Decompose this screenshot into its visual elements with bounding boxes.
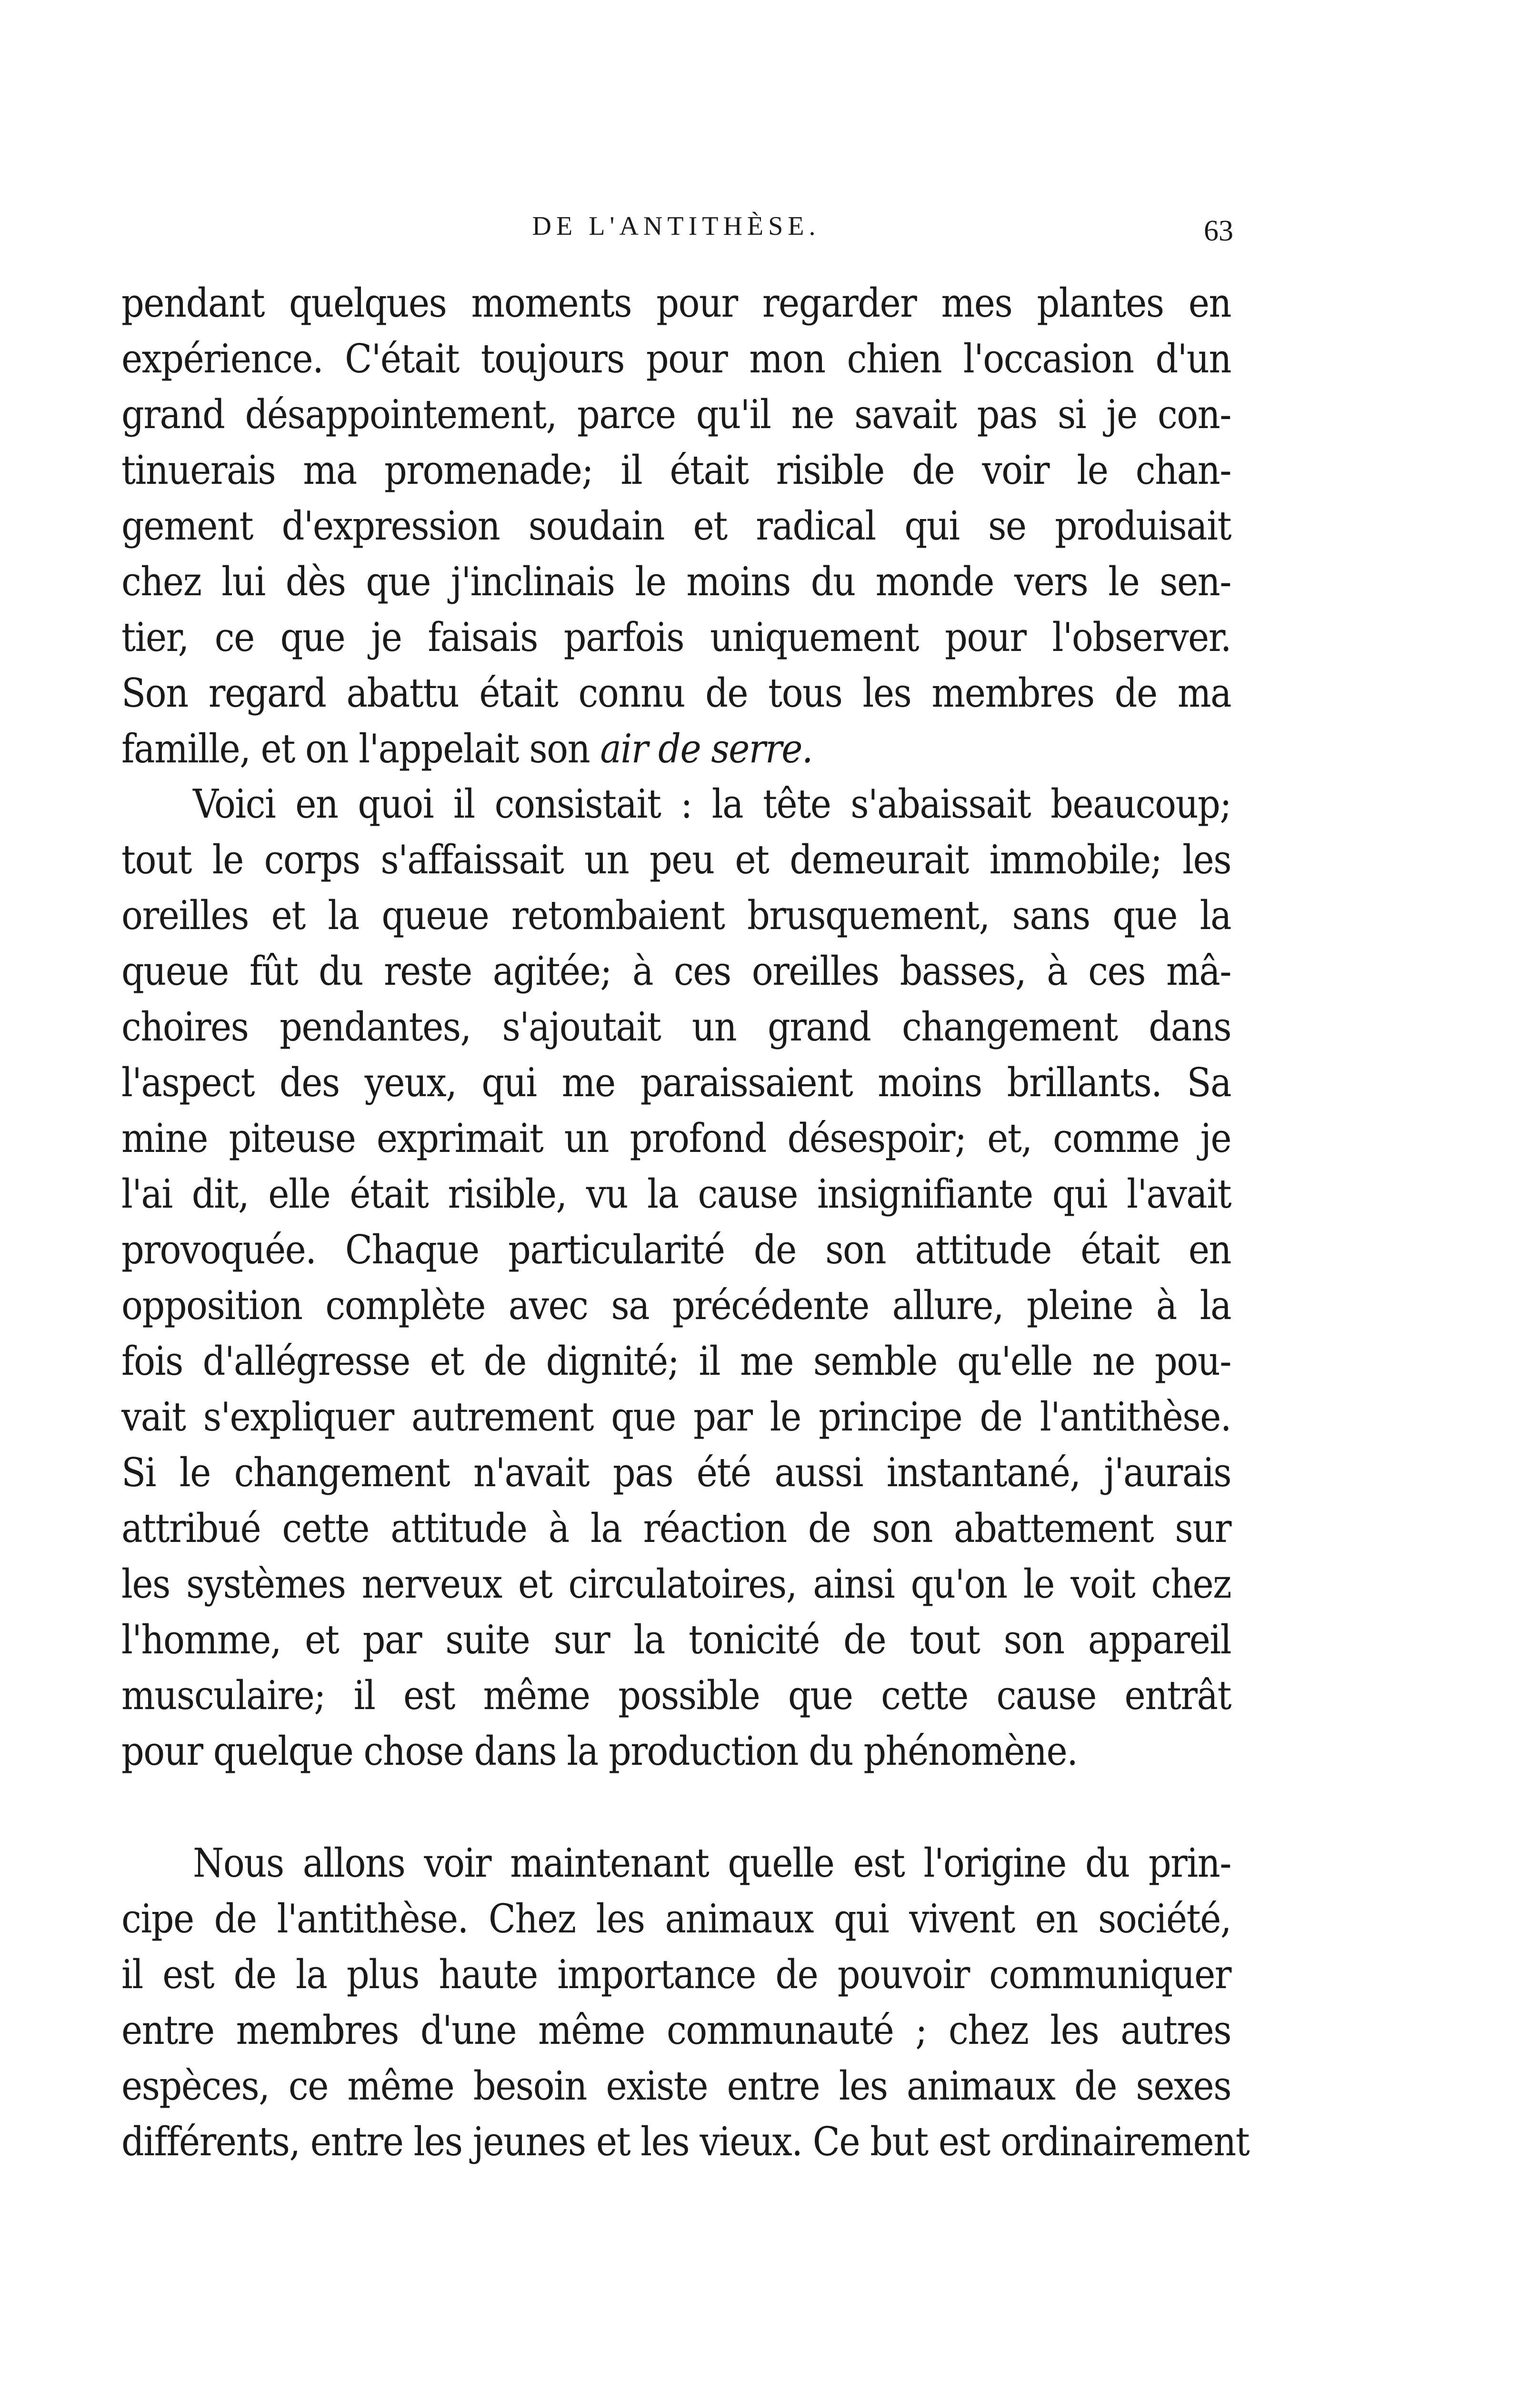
page-number: 63 (1204, 215, 1233, 247)
text-line: l'aspect des yeux, qui me paraissaient moins brillants. Sa (121, 1060, 1231, 1106)
paragraph-1 (121, 275, 1231, 777)
text-line: Son regard abattu était connu de tous les membres de ma (121, 670, 1231, 716)
text-line: tier, ce que je faisais parfois uniquement pour l'observer. (121, 614, 1231, 660)
text-line: pour quelque chose dans la production du phénomène. (121, 1728, 1078, 1774)
paragraph-3 (121, 1835, 1250, 2170)
text-line: Voici en quoi il consistait : la tête s'abaissait beaucoup; (193, 781, 1231, 827)
text-line: opposition complète avec sa précédente allure, pleine à la (121, 1282, 1231, 1329)
text-line: espèces, ce même besoin existe entre les animaux de sexes (121, 2063, 1231, 2109)
text-line: il est de la plus haute importance de pouvoir communiquer (121, 1951, 1231, 1998)
italic-phrase: air de serre. (600, 726, 813, 772)
paragraph-2 (121, 776, 1231, 1779)
text-line: cipe de l'antithèse. Chez les animaux qui vivent en société, (121, 1896, 1231, 1942)
running-head (124, 205, 1233, 248)
text-line: vait s'expliquer autrement que par le principe de l'antithèse. (121, 1394, 1231, 1440)
text-line: expérience. C'était toujours pour mon chien l'occasion d'un (121, 336, 1231, 382)
text-line: grand désappointement, parce qu'il ne savait pas si je con- (121, 391, 1231, 438)
text-line: Si le changement n'avait pas été aussi instantané, j'aurais (121, 1450, 1231, 1496)
text-line: oreilles et la queue retombaient brusquement, sans que la (121, 892, 1231, 939)
text-run: famille, et on l'appelait son (121, 726, 600, 772)
text-line: fois d'allégresse et de dignité; il me semble qu'elle ne pou- (121, 1338, 1231, 1384)
text-line: les systèmes nerveux et circulatoires, ainsi qu'on le voit chez (121, 1561, 1231, 1607)
text-line: tinuerais ma promenade; il était risible de voir le chan- (121, 447, 1231, 493)
text-line: l'homme, et par suite sur la tonicité de tout son appareil (121, 1617, 1231, 1663)
text-line: entre membres d'une même communauté ; chez les autres (121, 2007, 1231, 2053)
text-line: choires pendantes, s'ajoutait un grand changement dans (121, 1004, 1231, 1050)
text-line: pendant quelques moments pour regarder mes plantes en (121, 280, 1231, 326)
text-line: musculaire; il est même possible que cette cause entrât (121, 1672, 1231, 1719)
text-line: tout le corps s'affaissait un peu et demeurait immobile; les (121, 837, 1231, 883)
text-line: mine piteuse exprimait un profond désespoir; et, comme je (121, 1115, 1231, 1161)
text-line: gement d'expression soudain et radical qui se produisait (121, 503, 1231, 549)
text-line: queue fût du reste agitée; à ces oreilles basses, à ces mâ- (121, 948, 1231, 994)
text-line: provoquée. Chaque particularité de son attitude était en (121, 1227, 1231, 1273)
text-line: attribué cette attitude à la réaction de son abattement sur (121, 1505, 1231, 1551)
running-title: DE L'ANTITHÈSE. (532, 211, 820, 241)
text-line: différents, entre les jeunes et les vieux. Ce but est ordinairement (121, 2119, 1250, 2165)
text-line: Nous allons voir maintenant quelle est l'origine du prin- (193, 1840, 1231, 1886)
text-line: chez lui dès que j'inclinais le moins du monde vers le sen- (121, 559, 1231, 605)
text-line: l'ai dit, elle était risible, vu la cause insignifiante qui l'avait (121, 1171, 1231, 1217)
text-line (121, 721, 1231, 777)
